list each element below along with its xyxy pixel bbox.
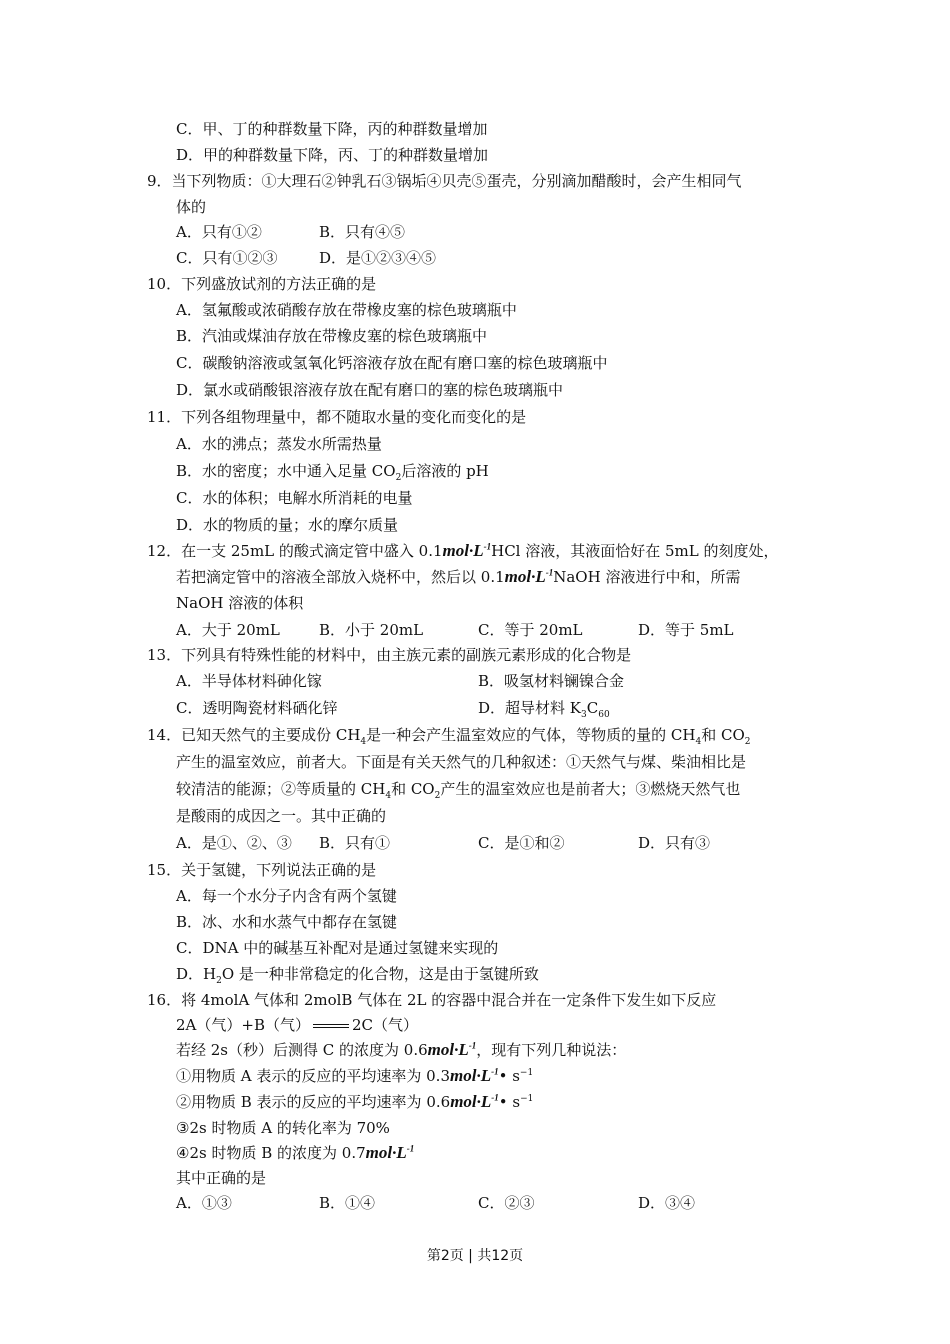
q11-option-b-subscript: 2 xyxy=(395,473,402,483)
q10-option-c: C．碳酸钠溶液或氢氧化钙溶液存放在配有磨口塞的棕色玻璃瓶中 xyxy=(176,354,608,372)
q12-text2: 若把滴定管中的溶液全部放入烧杯中，然后以 0.1 xyxy=(176,568,505,586)
q11-option-c: C．水的体积；电解水所消耗的电量 xyxy=(176,489,413,507)
q12-options xyxy=(176,620,734,640)
q9-options-row1 xyxy=(176,222,405,242)
q11-option-b-text: B．水的密度；水中通入足量 CO xyxy=(176,462,396,480)
q16-option-d: D．③④ xyxy=(638,1194,696,1212)
equilibrium-sign-icon xyxy=(313,1022,349,1030)
q12-option-a: A．大于 20mL xyxy=(176,621,280,639)
q12-stem-line1 xyxy=(147,541,779,561)
q11-stem: 11．下列各组物理量中，都不随取水量的变化而变化的是 xyxy=(147,408,527,426)
q12-option-d: D．等于 5mL xyxy=(638,621,734,639)
q16-statement-4: ④2s 时物质 B 的浓度为 $0.7mol\cdot L^{-1}$ xyxy=(176,1143,415,1162)
q16-options xyxy=(176,1193,695,1213)
q15-stem: 15．关于氢键，下列说法正确的是 xyxy=(147,861,377,879)
q9-option-d: D．是①②③④⑤ xyxy=(319,249,437,267)
q13-option-b: B．吸氢材料镧镍合金 xyxy=(478,672,625,690)
q13-options-row2 xyxy=(176,698,610,718)
q12-option-b: B．小于 20mL xyxy=(319,621,424,639)
q14-option-d: D．只有③ xyxy=(638,834,711,852)
q13-option-d: D．超导材料 $K_3C_{60}$ xyxy=(478,699,610,720)
page-footer: 第2页 | 共12页 xyxy=(426,1248,524,1264)
q13-options-row1 xyxy=(176,671,624,691)
q14-stem-line4: 是酸雨的成因之一。其中正确的 xyxy=(176,807,387,825)
q14-option-b: B．只有① xyxy=(319,834,391,852)
q16-unit-s1: $mol\cdot L^{-1}$ xyxy=(450,1066,499,1085)
q13-option-c: C．透明陶瓷材料硒化锌 xyxy=(176,699,338,717)
q10-option-b: B．汽油或煤油存放在带橡皮塞的棕色玻璃瓶中 xyxy=(176,327,488,345)
q14-options xyxy=(176,833,710,853)
q9-option-a: A．只有①② xyxy=(176,223,262,241)
q9-option-c: C．只有①②③ xyxy=(176,249,278,267)
q12-unit: $mol\cdot L^{-1}$ xyxy=(442,541,492,560)
q13-stem: 13．下列具有特殊性能的材料中，由主族元素的副族元素形成的化合物是 xyxy=(147,646,632,664)
q9-options-row2 xyxy=(176,248,436,268)
q9-stem: 9．当下列物质：①大理石②钟乳石③锅垢④贝壳⑤蛋壳，分别滴加醋酸时，会产生相同气 xyxy=(147,172,742,190)
q16-unit-s2: $mol\cdot L^{-1}$ xyxy=(450,1092,499,1111)
q12-option-c: C．等于 20mL xyxy=(478,621,583,639)
q12-text-end: HCl 溶液，其液面恰好在 5mL 的刻度处， xyxy=(491,542,779,560)
q11-option-b-text-end: 后溶液的 pH xyxy=(401,462,489,480)
q8-option-d: D．甲的种群数量下降，丙、丁的种群数量增加 xyxy=(176,146,489,164)
q14-option-c: C．是①和② xyxy=(478,834,565,852)
q8-option-c: C．甲、丁的种群数量下降，丙的种群数量增加 xyxy=(176,120,488,138)
q16-stem: 16．将 4molA 气体和 2molB 气体在 2L 的容器中混合并在一定条件下发生如下反应 xyxy=(147,991,717,1009)
q16-option-c: C．②③ xyxy=(478,1194,535,1212)
q15-option-a: A．每一个水分子内含有两个氢键 xyxy=(176,887,397,905)
q11-option-b xyxy=(176,461,489,481)
q14-stem-line3: 较清洁的能源；②等质量的 $CH_4$和 $CO_2$产生的温室效应也是前者大；③燃烧天然气也 xyxy=(176,780,741,801)
q10-stem: 10．下列盛放试剂的方法正确的是 xyxy=(147,275,377,293)
q15-option-d: D．$H_2O$ 是一种非常稳定的化合物，这是由于氢键所致 xyxy=(176,965,539,986)
q11-option-a: A．水的沸点；蒸发水所需热量 xyxy=(176,435,382,453)
q14-option-a: A．是①、②、③ xyxy=(176,834,292,852)
q14-stem-line2: 产生的温室效应，前者大。下面是有关天然气的几种叙述：①天然气与煤、柴油相比是 xyxy=(176,753,747,771)
q9-option-b: B．只有④⑤ xyxy=(319,223,406,241)
q10-option-d: D．氯水或硝酸银溶液存放在配有磨口的塞的棕色玻璃瓶中 xyxy=(176,381,564,399)
q16-statement-2: ②用物质 B 表示的反应的平均速率为 $0.6mol\cdot L^{-1}•$ $s^{-1}$ xyxy=(176,1092,534,1111)
q16-line3: 若经 2s（秒）后测得 C 的浓度为 $0.6mol\cdot L^{-1}$，现有下列几种说法： xyxy=(176,1040,627,1059)
q16-unit: $mol\cdot L^{-1}$ xyxy=(427,1040,477,1059)
q16-option-b: B．①④ xyxy=(319,1194,376,1212)
q13-option-a: A．半导体材料砷化镓 xyxy=(176,672,322,690)
q12-unit-2: $mol\cdot L^{-1}$ xyxy=(504,567,554,586)
q16-option-a: A．①③ xyxy=(176,1194,232,1212)
q12-stem-line3: NaOH 溶液的体积 xyxy=(176,594,304,612)
q12-text2-end: NaOH 溶液进行中和，所需 xyxy=(553,568,741,586)
q10-option-a: A．氢氟酸或浓硝酸存放在带橡皮塞的棕色玻璃瓶中 xyxy=(176,301,517,319)
q12-text: 12．在一支 25mL 的酸式滴定管中盛入 0.1 xyxy=(147,542,443,560)
q16-statement-1: ①用物质 A 表示的反应的平均速率为 $0.3mol\cdot L^{-1}•$ $s^{-1}$ xyxy=(176,1066,534,1085)
q11-option-d: D．水的物质的量；水的摩尔质量 xyxy=(176,516,399,534)
q16-statement-3: ③2s 时物质 A 的转化率为 70% xyxy=(176,1119,390,1137)
q15-option-b: B．冰、水和水蒸气中都存在氢键 xyxy=(176,913,398,931)
q12-stem-line2 xyxy=(176,567,740,587)
q9-stem-cont: 体的 xyxy=(176,198,207,216)
q15-option-c: C．DNA 中的碱基互补配对是通过氢键来实现的 xyxy=(176,939,499,957)
q14-stem-line1: 14．已知天然气的主要成份 $CH_4$是一种会产生温室效应的气体，等物质的量的 $CH_4$和 $CO_2$ xyxy=(147,726,751,747)
q16-unit-s4: $mol\cdot L^{-1}$ xyxy=(365,1143,415,1162)
q16-ask: 其中正确的是 xyxy=(176,1169,267,1187)
q16-equation: 2A（气）+B（气） 2C（气） xyxy=(176,1016,418,1034)
